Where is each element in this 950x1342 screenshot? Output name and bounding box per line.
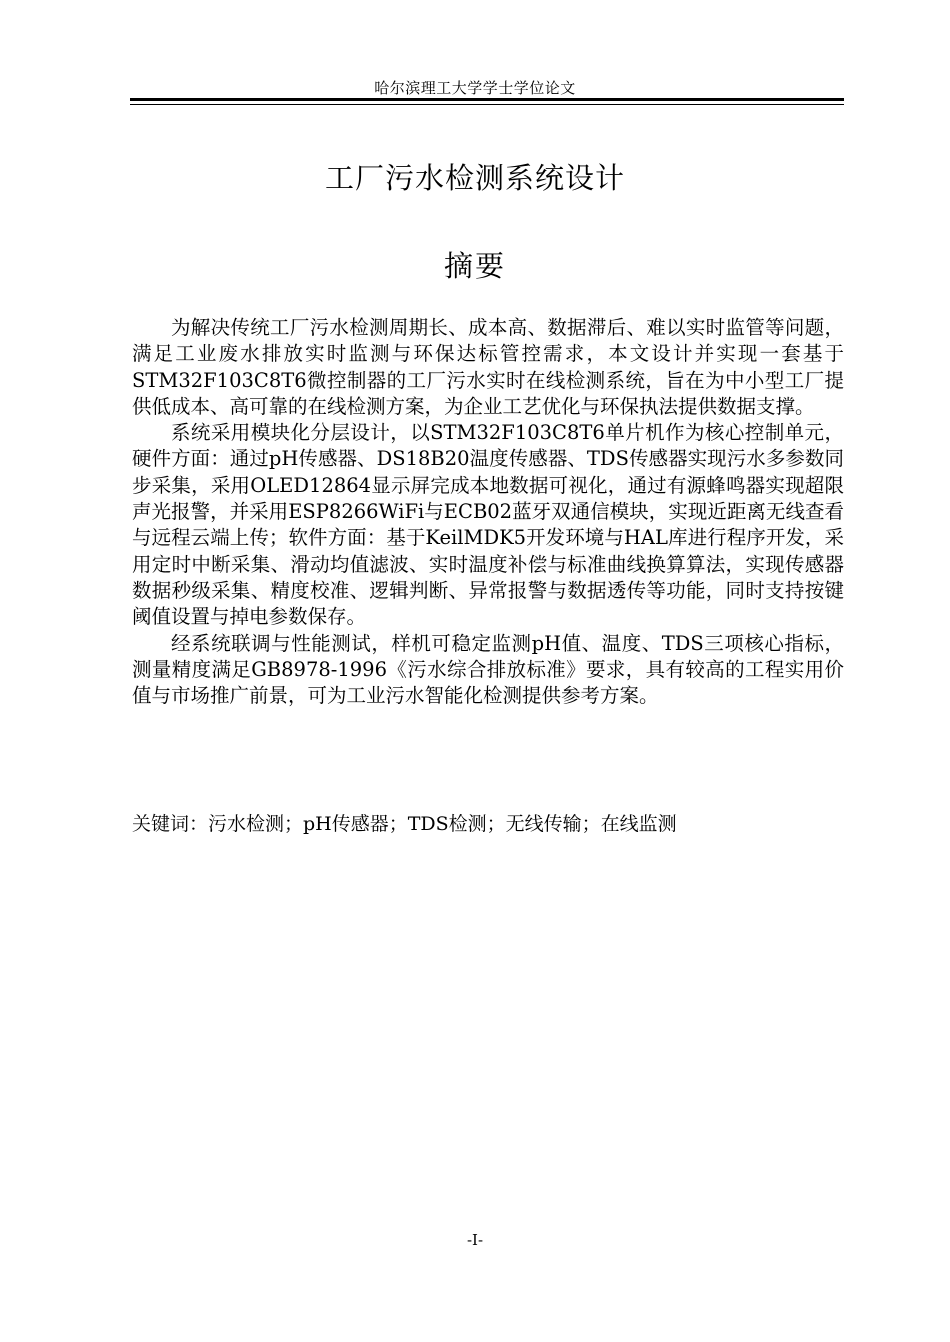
running-header: 哈尔滨理工大学学士学位论文 xyxy=(374,79,576,97)
abstract-paragraph-1: 为解决传统工厂污水检测周期长、成本高、数据滞后、难以实时监管等问题，满足工业废水排放实时监测与环保达标管控需求，本文设计并实现一套基于STM32F103C8T6微控制器的工厂污水实时在线检测系统，旨在为中小型工厂提供低成本、高可靠的在线检测方案，为企业工艺优化与环保执法提供数据支撑。 xyxy=(132,316,844,418)
keywords-line xyxy=(132,809,844,836)
keywords-label: 关键词： xyxy=(132,813,209,835)
header-rule-thin xyxy=(130,104,844,105)
page-number: -I- xyxy=(466,1231,484,1249)
abstract-paragraph-2: 系统采用模块化分层设计，以STM32F103C8T6单片机作为核心控制单元，硬件方面：通过pH传感器、DS18B20温度传感器、TDS传感器实现污水多参数同步采集，采用OLED12864显示屏完成本地数据可视化，通过有源蜂鸣器实现超限声光报警，并采用ESP8266WiFi与ECB02蓝牙双通信模块，实现近距离无线查看与远程云端上传；软件方面：基于KeilMDK5开发环境与HAL库进行程序开发，采用定时中断采集、滑动均值滤波、实时温度补偿与标准曲线换算算法，实现传感器数据秒级采集、精度校准、逻辑判断、异常报警与数据透传等功能，同时支持按键阈值设置与掉电参数保存。 xyxy=(132,421,844,629)
abstract-heading: 摘要 xyxy=(443,249,506,283)
header-rule-thick xyxy=(130,98,844,101)
keywords-text: 污水检测；pH传感器；TDS检测；无线传输；在线监测 xyxy=(208,813,677,835)
abstract-body xyxy=(132,315,844,709)
document-title: 工厂污水检测系统设计 xyxy=(324,161,625,195)
abstract-paragraph-3: 经系统联调与性能测试，样机可稳定监测pH值、温度、TDS三项核心指标，测量精度满足GB8978-1996《污水综合排放标准》要求，具有较高的工程实用价值与市场推广前景，可为工业污水智能化检测提供参考方案。 xyxy=(132,631,844,708)
